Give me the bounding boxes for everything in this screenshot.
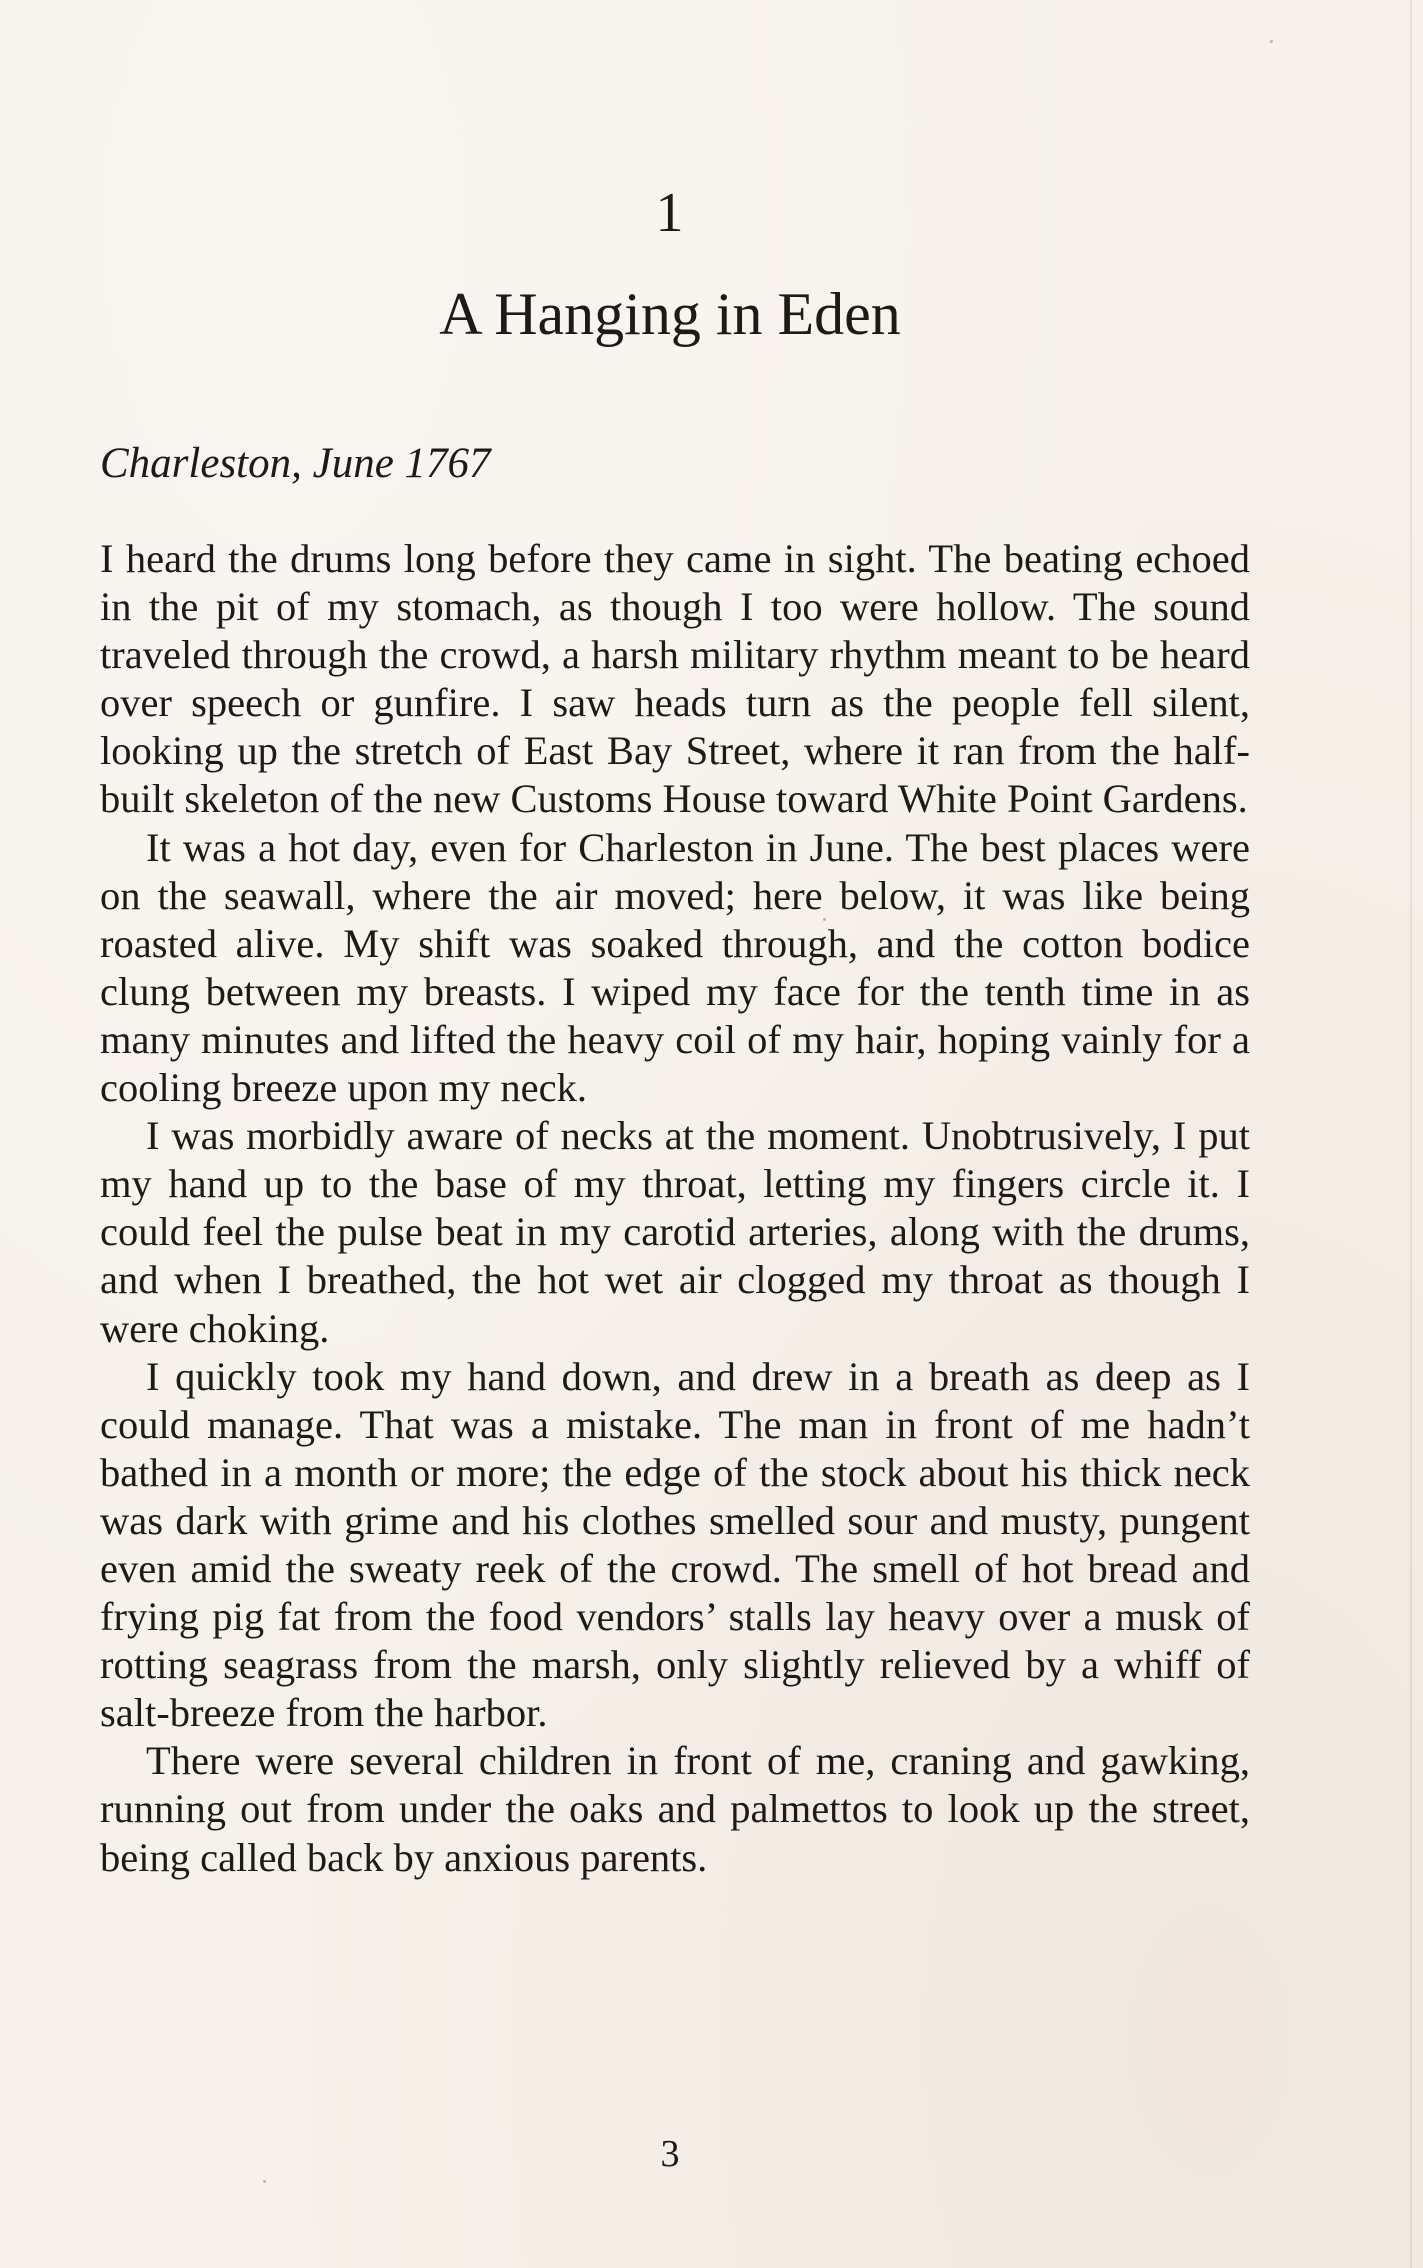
chapter-title: A Hanging in Eden (439, 281, 901, 347)
page-number: 3 (660, 2133, 680, 2175)
paragraph: I heard the drums long before they came in sight. The beating echoed in the pit of my stomach, as though I too were hollow. The sound traveled through the crowd, a harsh military rhythm meant to be heard over speech or gunfire. I saw heads turn as the people fell silent, looking up the stretch of East Bay Street, where it ran from the half-built skeleton of the new Customs House toward White Point Gardens. (100, 536, 1250, 822)
page-crease (1410, 0, 1412, 2268)
paper-speck (1270, 40, 1273, 43)
paragraph: It was a hot day, even for Charleston in June. The best places were on the seawall, where the air moved; here below, it was like being roasted alive. My shift was soaked through, and the cotton bodice clung between my breasts. I wiped my face for the tenth time in as many minutes and lifted the heavy coil of my hair, hoping vainly for a cooling breeze upon my neck. (100, 824, 1250, 1111)
chapter-body (100, 535, 1250, 1882)
paragraph: I was morbidly aware of necks at the moment. Unobtrusively, I put my hand up to the base of my throat, letting my fingers circle it. I could feel the pulse beat in my carotid arteries, along with the drums, and when I breathed, the hot wet air clogged my throat as though I were choking. (100, 1113, 1250, 1351)
paragraph: There were several children in front of me, craning and gawking, running out from under the oaks and palmettos to look up the street, being called back by anxious parents. (100, 1738, 1250, 1880)
chapter-dateline: Charleston, June 1767 (100, 440, 491, 487)
chapter-number: 1 (655, 182, 685, 244)
paragraph: I quickly took my hand down, and drew in a breath as deep as I could manage. That was a mistake. The man in front of me hadn’t bathed in a month or more; the edge of the stock about his thick neck was dark with grime and his clothes smelled sour and musty, pungent even amid the sweaty reek of the crowd. The smell of hot bread and frying pig fat from the food vendors’ stalls lay heavy over a musk of rotting seagrass from the marsh, only slightly relieved by a whiff of salt-breeze from the harbor. (100, 1353, 1250, 1736)
paper-speck (263, 2180, 266, 2183)
